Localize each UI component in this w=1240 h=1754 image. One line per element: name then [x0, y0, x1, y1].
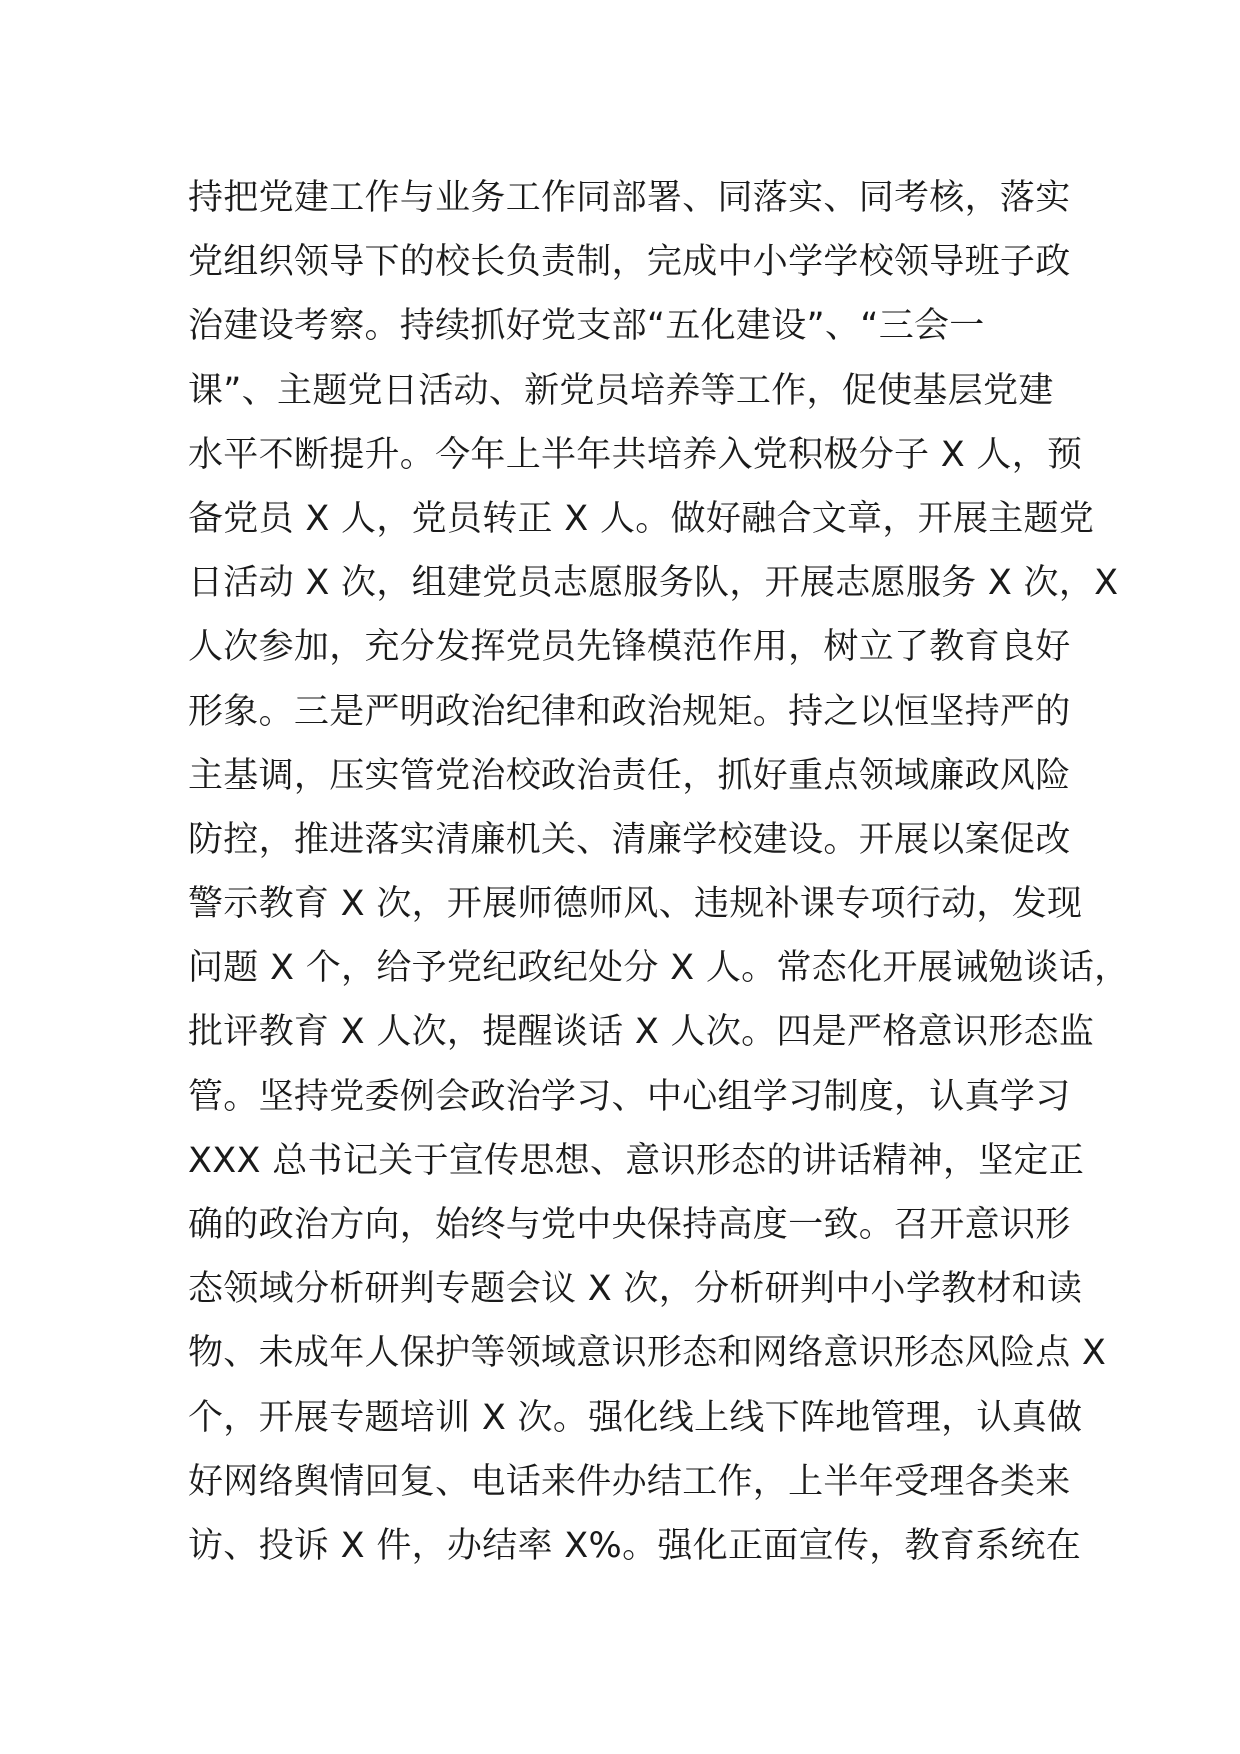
text-line: 访、投诉 X 件，办结率 X%。强化正面宣传，教育系统在: [188, 1525, 1081, 1566]
text-line: XXX 总书记关于宣传思想、意识形态的讲话精神，坚定正: [188, 1140, 1085, 1181]
text-line: 人次参加，充分发挥党员先锋模范作用，树立了教育良好: [188, 627, 1071, 668]
text-line: 好网络舆情回复、电话来件办结工作，上半年受理各类来: [188, 1461, 1071, 1502]
text-line: 确的政治方向，始终与党中央保持高度一致。召开意识形: [188, 1205, 1071, 1245]
text-line: 形象。三是严明政治纪律和政治规矩。持之以恒坚持严的: [188, 691, 1071, 732]
text-line: 治建设考察。持续抓好党支部“五化建设”、“三会一: [188, 306, 985, 347]
text-line: 防控，推进落实清廉机关、清廉学校建设。开展以案促改: [188, 819, 1071, 860]
text-line: 水平不断提升。今年上半年共培养入党积极分子 X 人，预: [188, 434, 1083, 475]
text-line: 日活动 X 次，组建党员志愿服务队，开展志愿服务 X 次，X: [188, 563, 1119, 604]
text-line: 批评教育 X 人次，提醒谈话 X 人次。四是严格意识形态监: [188, 1012, 1095, 1053]
text-line: 备党员 X 人，党员转正 X 人。做好融合文章，开展主题党: [188, 498, 1095, 539]
text-line: 课”、主题党日活动、新党员培养等工作，促使基层党建: [188, 370, 1054, 411]
text-line: 态领域分析研判专题会议 X 次，分析研判中小学教材和读: [188, 1269, 1083, 1310]
text-line: 警示教育 X 次，开展师德师风、违规补课专项行动，发现: [188, 884, 1083, 925]
text-line: 党组织领导下的校长负责制，完成中小学学校领导班子政: [188, 242, 1071, 283]
text-line: 主基调，压实管党治校政治责任，抓好重点领域廉政风险: [188, 755, 1071, 796]
body-text: [188, 166, 1130, 1578]
text-line: 管。坚持党委例会政治学习、中心组学习制度，认真学习: [188, 1076, 1071, 1117]
text-line: 持把党建工作与业务工作同部署、同落实、同考核，落实: [188, 178, 1071, 218]
text-line: 个，开展专题培训 X 次。强化线上线下阵地管理，认真做: [188, 1397, 1083, 1438]
text-line: 物、未成年人保护等领域意识形态和网络意识形态风险点 X: [188, 1333, 1107, 1374]
text-line: 问题 X 个，给予党纪政纪处分 X 人。常态化开展诫勉谈话，: [188, 948, 1130, 989]
